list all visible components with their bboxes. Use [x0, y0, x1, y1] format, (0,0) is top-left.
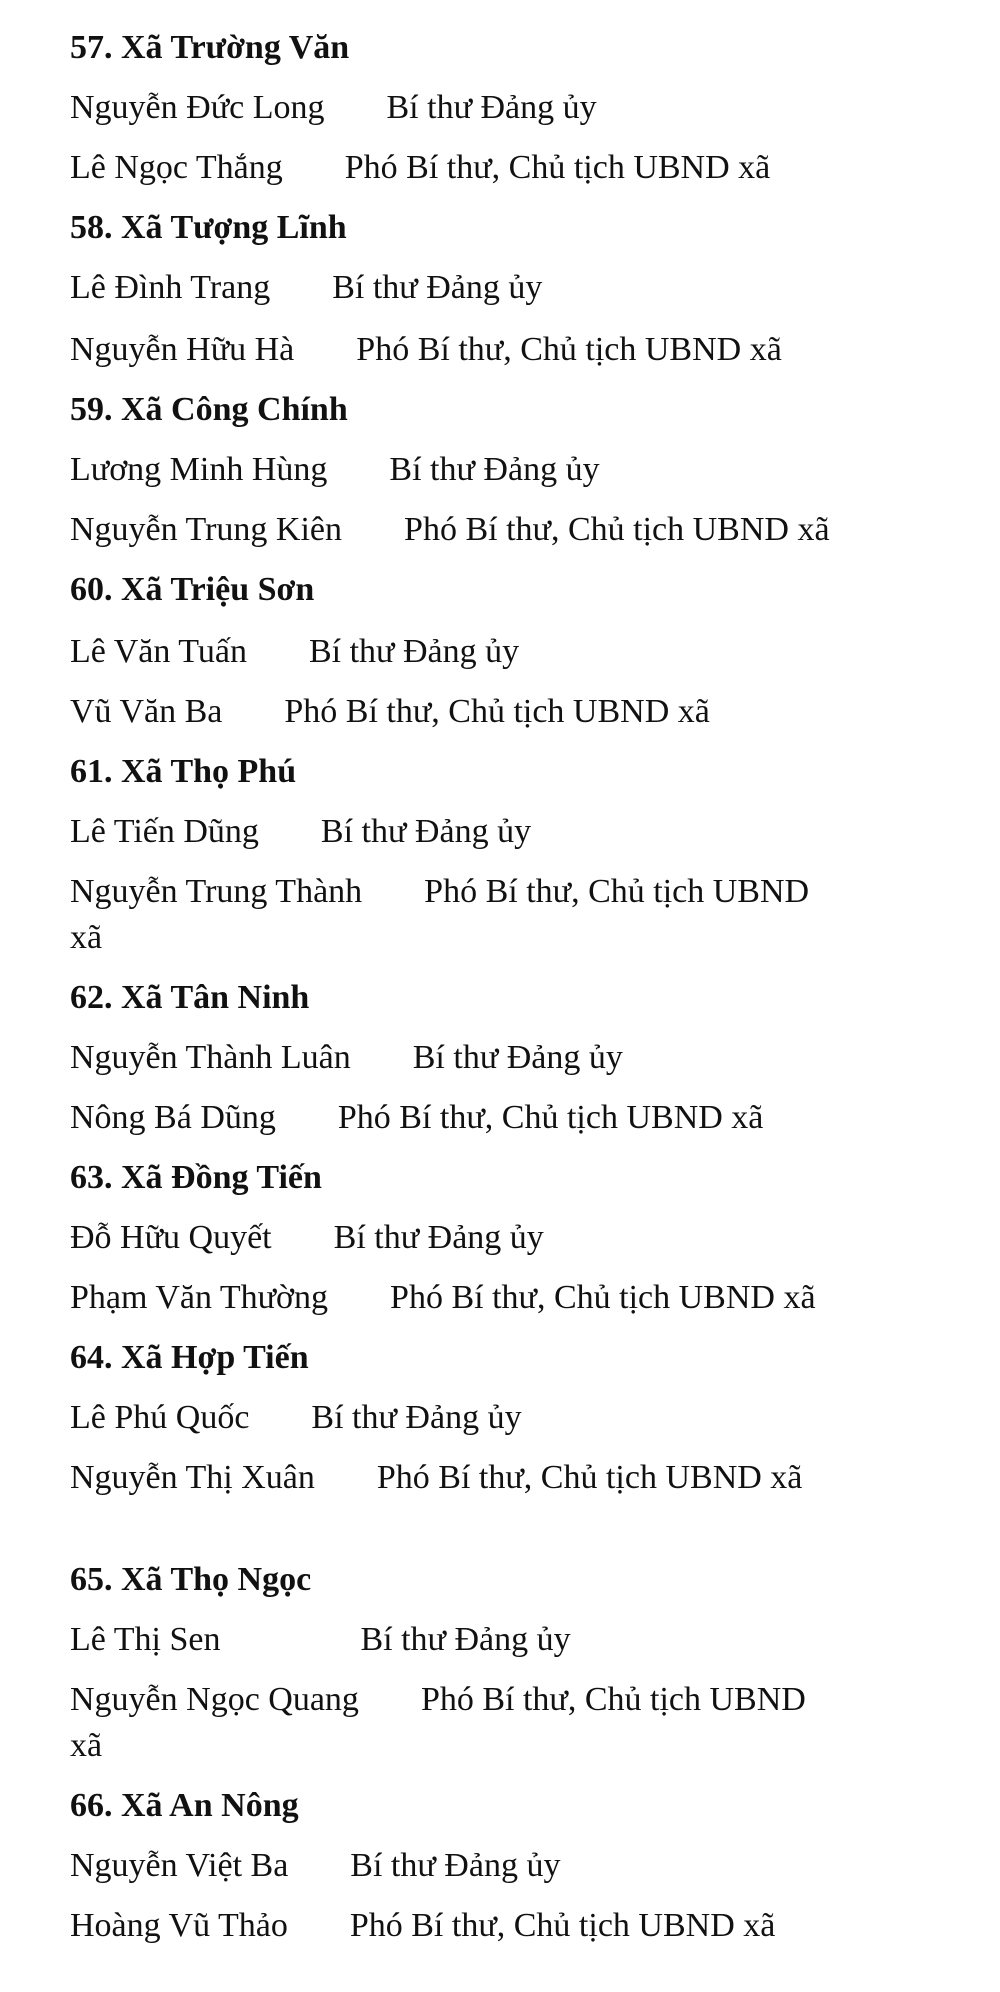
official-row: [70, 872, 809, 912]
section-heading: 66. Xã An Nông: [70, 1787, 299, 1824]
official-name: Lê Thị Sen: [70, 1621, 221, 1658]
official-title: Phó Bí thư, Chủ tịch UBND xã: [344, 149, 771, 186]
official-row: [70, 1218, 544, 1258]
official-row: [70, 1038, 623, 1078]
official-name: Phạm Văn Thường: [70, 1279, 329, 1316]
official-title-continuation: xã: [70, 1727, 103, 1764]
official-row: [70, 1458, 802, 1498]
section-heading: 60. Xã Triệu Sơn: [70, 571, 315, 608]
section-heading: 64. Xã Hợp Tiến: [70, 1339, 309, 1376]
official-row: [70, 1398, 522, 1438]
official-row: [70, 1620, 571, 1660]
official-row: [70, 1098, 763, 1138]
official-row: [70, 1278, 816, 1318]
section-heading: 62. Xã Tân Ninh: [70, 979, 310, 1016]
official-title: Bí thư Đảng ủy: [360, 1621, 571, 1658]
official-title: Phó Bí thư, Chủ tịch UBND xã: [349, 1907, 776, 1944]
official-row: [70, 1906, 775, 1946]
official-row: [70, 812, 531, 852]
official-name: Lê Văn Tuấn: [70, 633, 247, 670]
official-title: Bí thư Đảng ủy: [311, 1399, 522, 1436]
official-title: Bí thư Đảng ủy: [333, 1219, 544, 1256]
official-title: Phó Bí thư, Chủ tịch UBND xã: [390, 1279, 816, 1316]
official-name: Nguyễn Thị Xuân: [70, 1459, 315, 1496]
official-name: Nguyễn Thành Luân: [70, 1039, 351, 1076]
official-title: Bí thư Đảng ủy: [350, 1847, 561, 1884]
official-name: Vũ Văn Ba: [70, 693, 223, 730]
official-name: Nông Bá Dũng: [70, 1099, 276, 1136]
official-title: Bí thư Đảng ủy: [389, 451, 600, 488]
official-title: Phó Bí thư, Chủ tịch UBND xã: [376, 1459, 803, 1496]
official-title: Bí thư Đảng ủy: [412, 1039, 623, 1076]
official-title-continuation: xã: [70, 919, 103, 956]
official-title: Phó Bí thư, Chủ tịch UBND: [424, 873, 810, 910]
section-heading: 63. Xã Đồng Tiến: [70, 1159, 322, 1196]
section-heading: 58. Xã Tượng Lĩnh: [70, 209, 347, 246]
official-row: [70, 450, 600, 490]
official-title: Phó Bí thư, Chủ tịch UBND xã: [284, 693, 710, 730]
official-name: Lê Phú Quốc: [70, 1399, 250, 1436]
section-heading: 61. Xã Thọ Phú: [70, 753, 297, 790]
official-name: Nguyễn Việt Ba: [70, 1847, 289, 1884]
official-row: [70, 1846, 560, 1886]
official-title: Bí thư Đảng ủy: [332, 269, 543, 306]
official-name: Lê Ngọc Thắng: [70, 149, 283, 186]
official-row: [70, 1680, 806, 1720]
official-title: Phó Bí thư, Chủ tịch UBND xã: [337, 1099, 764, 1136]
official-row: [70, 632, 519, 672]
official-title: Bí thư Đảng ủy: [320, 813, 532, 850]
official-row: [70, 330, 782, 370]
official-name: Nguyễn Trung Kiên: [70, 511, 343, 548]
official-name: Nguyễn Đức Long: [70, 89, 325, 126]
official-title: Bí thư Đảng ủy: [308, 633, 520, 670]
official-row: [70, 510, 830, 550]
official-row: [70, 268, 542, 308]
section-heading: 57. Xã Trường Văn: [70, 29, 350, 66]
official-name: Nguyễn Trung Thành: [70, 873, 363, 910]
official-name: Lê Đình Trang: [70, 269, 271, 306]
official-name: Hoàng Vũ Thảo: [70, 1907, 288, 1944]
official-name: Nguyễn Hữu Hà: [70, 331, 295, 368]
section-heading: 65. Xã Thọ Ngọc: [70, 1561, 312, 1598]
section-heading: 59. Xã Công Chính: [70, 391, 348, 428]
official-name: Lương Minh Hùng: [70, 451, 328, 488]
official-row: [70, 148, 770, 188]
official-title: Bí thư Đảng ủy: [386, 89, 597, 126]
official-title: Phó Bí thư, Chủ tịch UBND xã: [356, 331, 782, 368]
official-row: [70, 692, 710, 732]
official-name: Nguyễn Ngọc Quang: [70, 1681, 359, 1718]
official-name: Lê Tiến Dũng: [70, 813, 259, 850]
official-title: Phó Bí thư, Chủ tịch UBND xã: [404, 511, 830, 548]
official-name: Đỗ Hữu Quyết: [70, 1219, 272, 1256]
official-title: Phó Bí thư, Chủ tịch UBND: [420, 1681, 806, 1718]
official-row: [70, 88, 597, 128]
